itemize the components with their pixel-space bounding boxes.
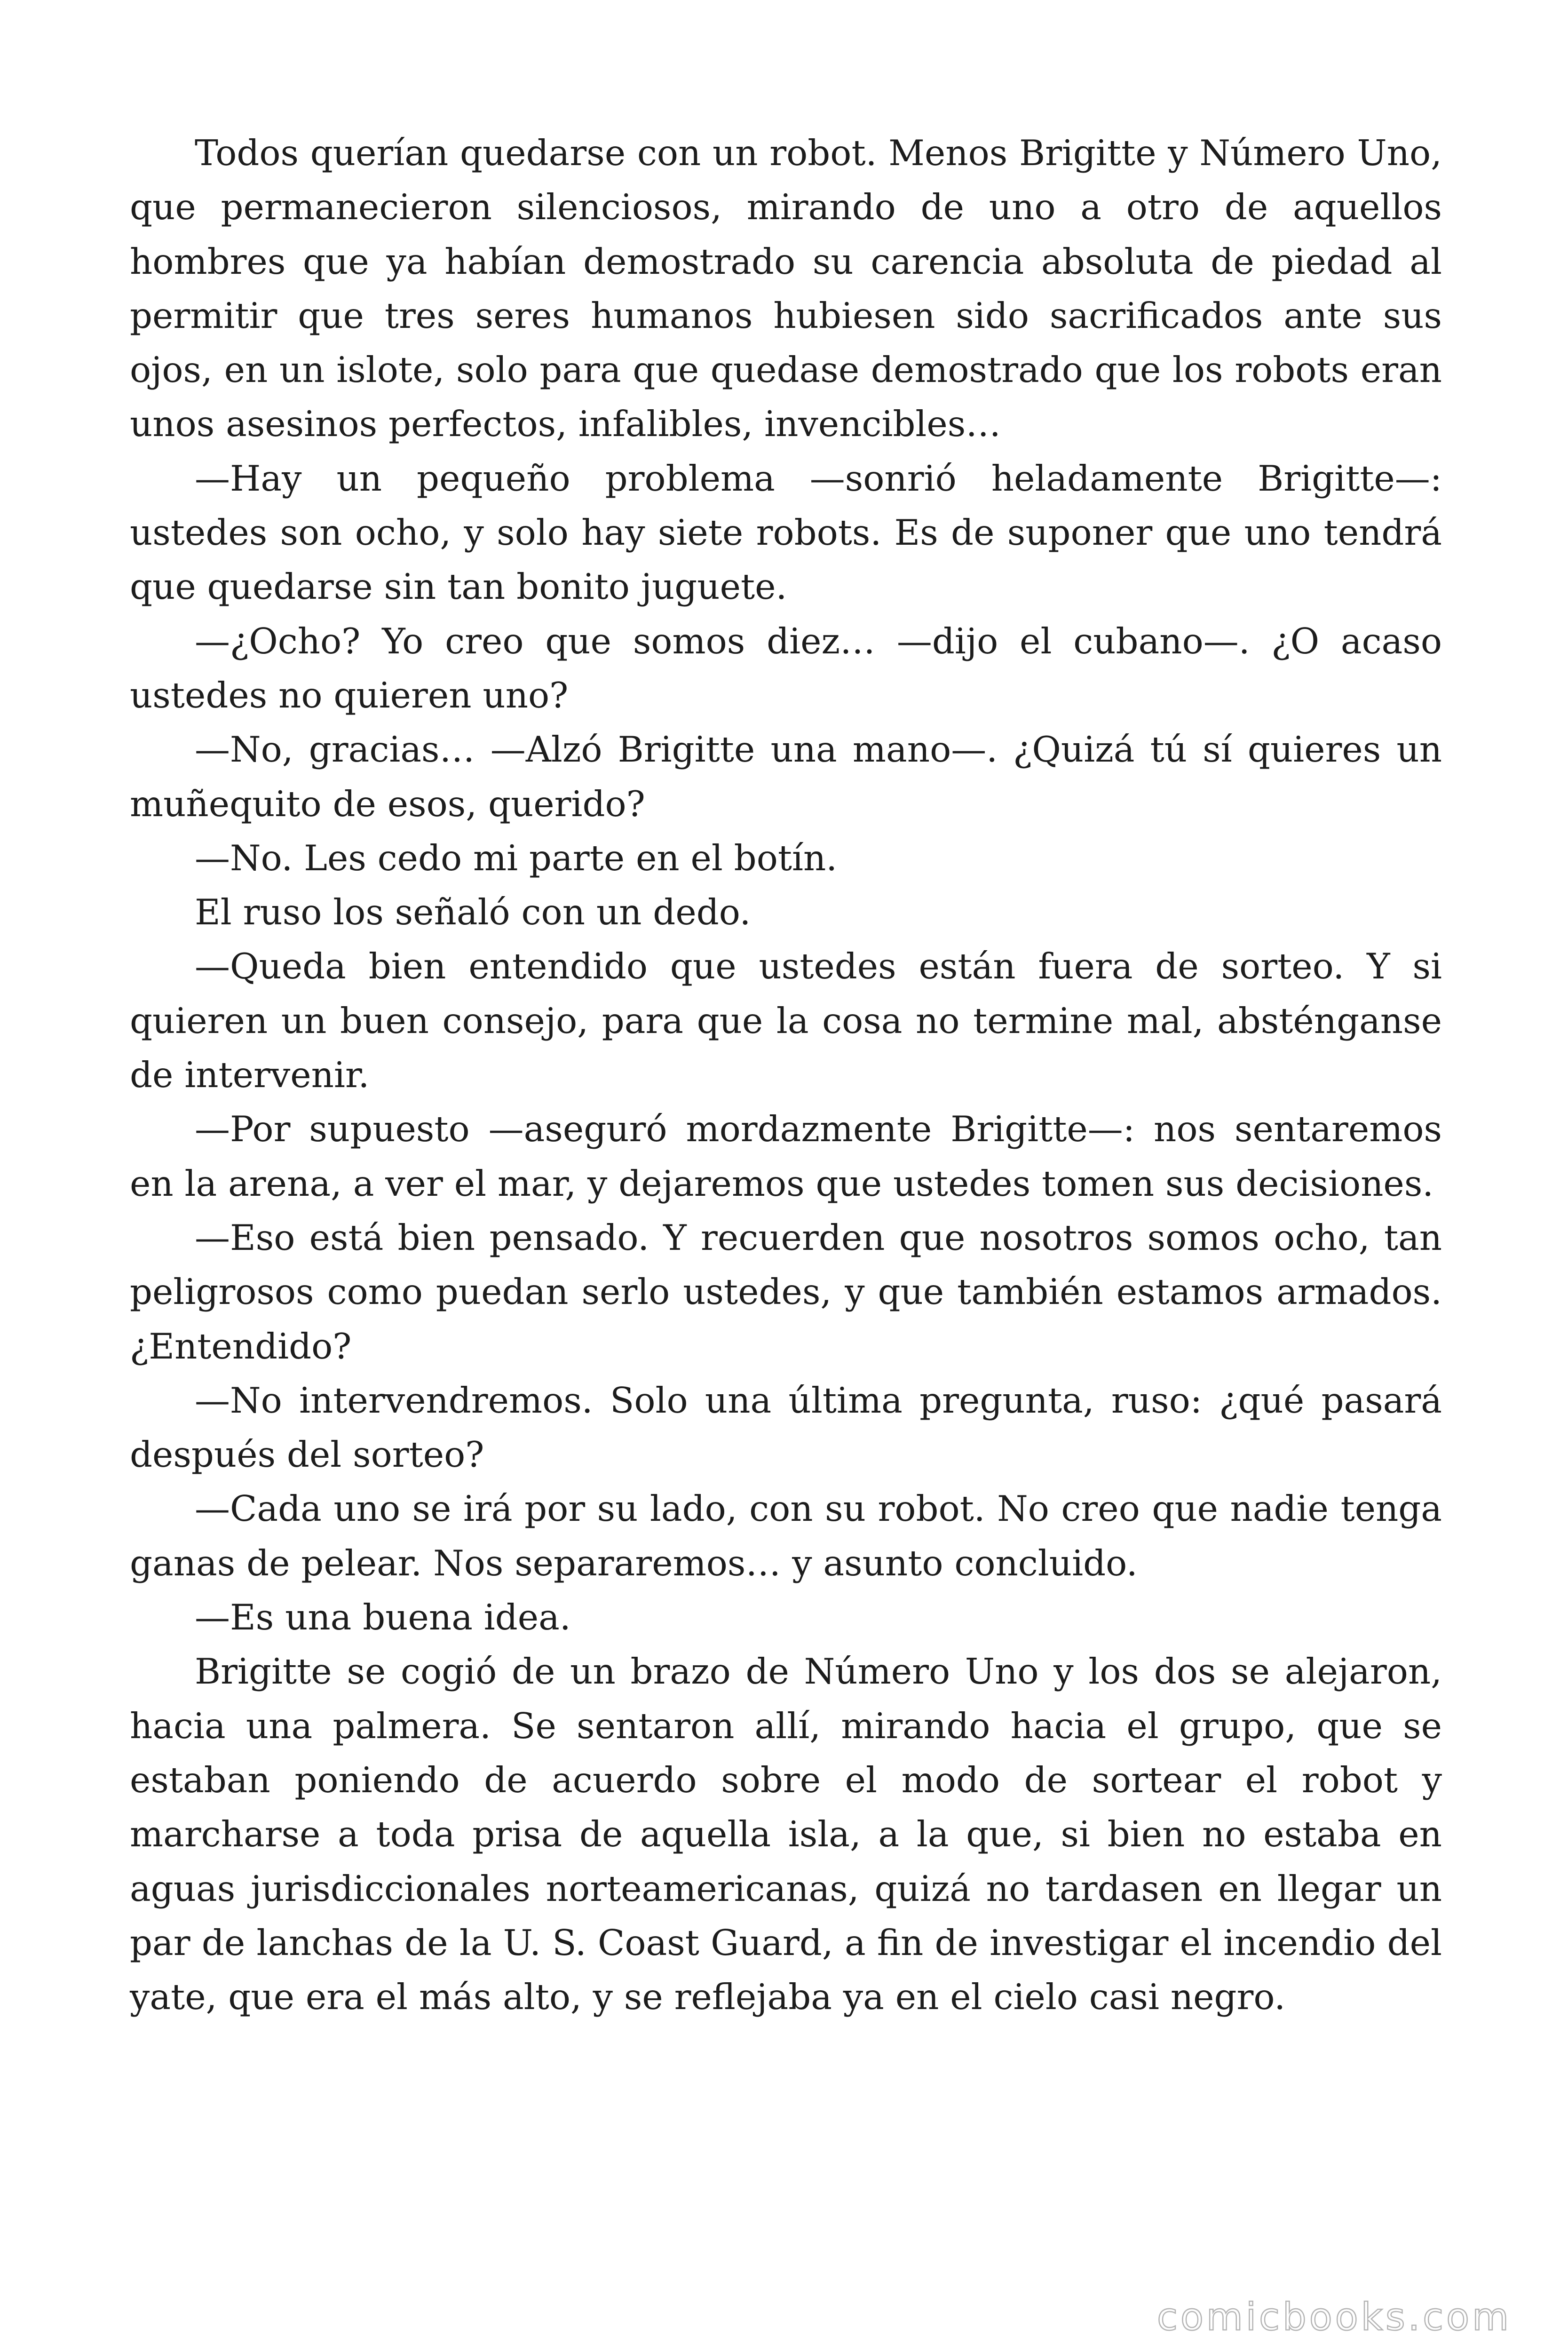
text-body [130,126,1442,2024]
paragraph: Todos querían quedarse con un robot. Menos Brigitte y Número Uno, que permanecieron silenciosos, mirando de uno a otro de aquellos hombres que ya habían demostrado su carencia absoluta de piedad al permitir que tres seres humanos hubiesen sido sacrificados ante sus ojos, en un islote, solo para que quedase demostrado que los robots eran unos asesinos perfectos, infalibles, invencibles… [130,132,1442,445]
paragraph: —Es una buena idea. [195,1597,571,1638]
paragraph: —No intervendremos. Solo una última pregunta, ruso: ¿qué pasará después del sorteo? [130,1379,1442,1476]
paragraph: —¿Ocho? Yo creo que somos diez… —dijo el cubano—. ¿O acaso ustedes no quieren uno? [130,620,1442,716]
paragraph: —No. Les cedo mi parte en el botín. [195,837,838,879]
paragraph: —Hay un pequeño problema —sonrió heladamente Brigitte—: ustedes son ocho, y solo hay siete robots. Es de suponer que uno tendrá que quedarse sin tan bonito juguete. [130,457,1442,608]
paragraph: —Queda bien entendido que ustedes están fuera de sorteo. Y si quieren un buen consejo, para que la cosa no termine mal, absténganse de intervenir. [130,946,1442,1096]
paragraph: —Eso está bien pensado. Y recuerden que nosotros somos ocho, tan peligrosos como puedan serlo ustedes, y que también estamos armados. ¿Entendido? [130,1216,1442,1367]
paragraph: Brigitte se cogió de un brazo de Número Uno y los dos se alejaron, hacia una palmera. Se sentaron allí, mirando hacia el grupo, que se estaban poniendo de acuerdo sobre el modo de sortear el robot y marcharse a toda prisa de aquella isla, a la que, si bien no estaba en aguas jurisdiccionales norteamericanas, quizá no tardasen en llegar un par de lanchas de la U. S. Coast Guard, a fin de investigar el incendio del yate, que era el más alto, y se reflejaba ya en el cielo casi negro. [130,1651,1442,2018]
paragraph: —Cada uno se irá por su lado, con su robot. No creo que nadie tenga ganas de pelear. Nos separaremos… y asunto concluido. [130,1488,1442,1584]
watermark: comicbooks.com [1156,2295,1512,2339]
paragraph: —Por supuesto —aseguró mordazmente Brigitte—: nos sentaremos en la arena, a ver el mar, y dejaremos que ustedes tomen sus decisiones. [130,1108,1442,1204]
paragraph: El ruso los señaló con un dedo. [195,891,751,933]
paragraph: —No, gracias… —Alzó Brigitte una mano—. ¿Quizá tú sí quieres un muñequito de esos, querido? [130,729,1442,825]
